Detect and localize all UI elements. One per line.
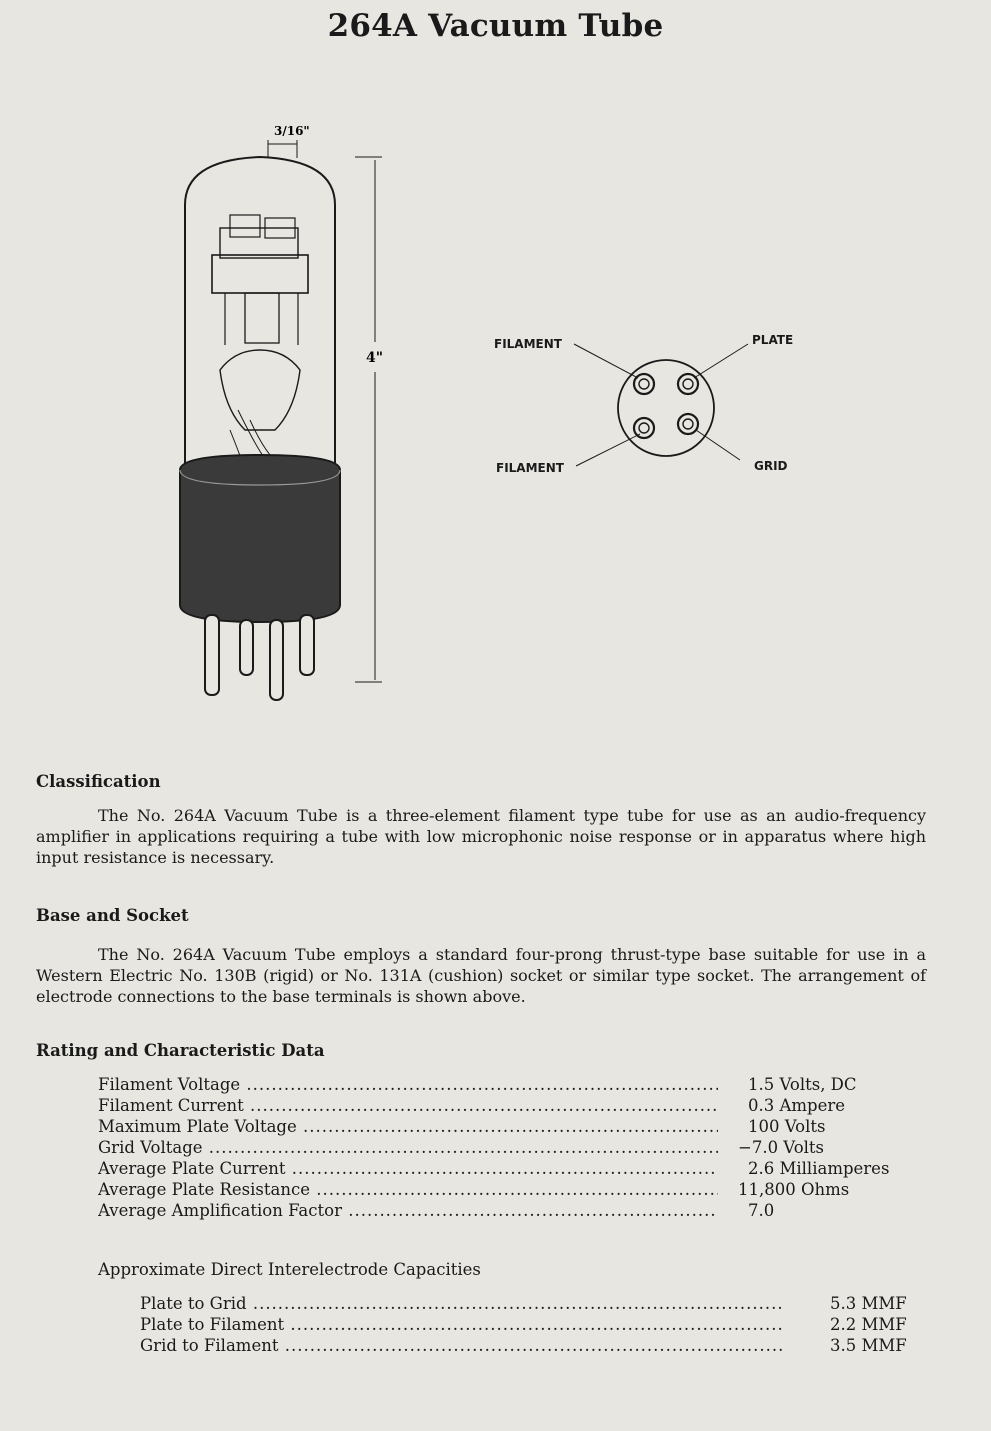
rating-row: Average Plate Resistance ..... 11,800 Ohms	[98, 1179, 898, 1200]
rating-row: Filament Voltage ..... 1.5 Volts, DC	[98, 1074, 898, 1095]
plate-label: PLATE	[752, 333, 794, 347]
rating-heading: Rating and Characteristic Data	[36, 1041, 325, 1060]
height-dimension-label: 4"	[366, 350, 384, 366]
tube-illustration	[150, 110, 440, 710]
rating-row: Grid Voltage ..... −7.0 Volts	[98, 1137, 898, 1158]
base-pin-diagram	[490, 320, 810, 485]
base-socket-text: The No. 264A Vacuum Tube employs a standard four-prong thrust-type base suitable for use in a Western Electric No. 130B (rigid) or No. 131A (cushion) socket or similar type socket. The arrangement of electrode connections to the base terminals is shown above.	[36, 945, 926, 1006]
capacity-row: Plate to Filament ..... 2.2 MMF	[140, 1314, 930, 1335]
grid-label: GRID	[754, 459, 788, 473]
classification-heading: Classification	[36, 772, 161, 791]
rating-table	[98, 1074, 898, 1221]
filament-label-bottom: FILAMENT	[496, 461, 564, 475]
classification-text: The No. 264A Vacuum Tube is a three-element filament type tube for use as an audio-frequency amplifier in applications requiring a tube with low microphonic noise response or in apparatus where high input resistance is necessary.	[36, 806, 926, 867]
filament-label-top: FILAMENT	[494, 337, 562, 351]
rating-row: Maximum Plate Voltage ..... 100 Volts	[98, 1116, 898, 1137]
capacity-row: Grid to Filament ..... 3.5 MMF	[140, 1335, 930, 1356]
rating-row: Average Plate Current ..... 2.6 Milliamperes	[98, 1158, 898, 1179]
base-socket-heading: Base and Socket	[36, 906, 189, 925]
rating-row: Filament Current ..... 0.3 Ampere	[98, 1095, 898, 1116]
capacities-table	[140, 1293, 930, 1356]
capacities-title: Approximate Direct Interelectrode Capacities	[98, 1260, 481, 1279]
width-dimension-label: 3/16"	[274, 124, 310, 138]
capacity-row: Plate to Grid ..... 5.3 MMF	[140, 1293, 930, 1314]
rating-row: Average Amplification Factor ..... 7.0	[98, 1200, 898, 1221]
page-title: 264A Vacuum Tube	[327, 8, 664, 44]
